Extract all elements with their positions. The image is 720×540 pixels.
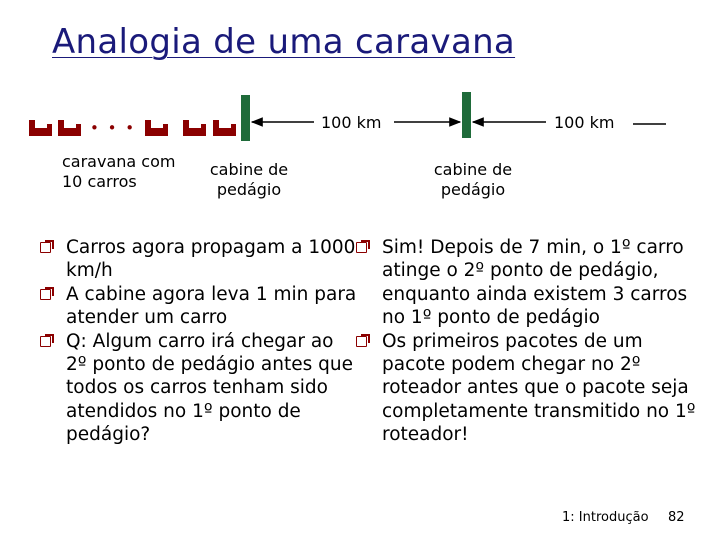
toll-booth-1 [241, 95, 250, 141]
toll-booth-2 [462, 92, 471, 138]
distance-label-2: 100 km [554, 113, 615, 132]
left-bullet-item: A cabine agora leva 1 min para atender um carro [40, 283, 358, 330]
bullet-icon [356, 336, 367, 347]
toll-booth-label-1: cabine de pedágio [209, 160, 289, 199]
caravan-ellipsis: • • • [90, 119, 137, 137]
caravan-label: caravana com 10 carros [62, 152, 176, 191]
footer-page-number: 82 [668, 510, 685, 525]
footer-section: 1: Introdução [562, 510, 649, 525]
left-bullet-item: Carros agora propagam a 1000 km/h [40, 236, 358, 283]
right-bullet-list [356, 236, 696, 447]
bullet-icon [356, 242, 367, 253]
car-icon [29, 120, 81, 136]
car-icon [145, 120, 236, 136]
left-bullet-list [40, 236, 358, 447]
left-bullet-item: Q: Algum carro irá chegar ao 2º ponto de pedágio antes que todos os carros tenham sido atendidos no 1º ponto de pedágio? [40, 330, 358, 447]
toll-booth-label-2: cabine de pedágio [433, 160, 513, 199]
bullet-icon [40, 289, 51, 300]
page-title: Analogia de uma caravana [52, 22, 516, 62]
right-bullet-item: Os primeiros pacotes de um pacote podem chegar no 2º roteador antes que o pacote seja completamente transmitido no 1º roteador! [356, 330, 696, 447]
bullet-icon [40, 336, 51, 347]
bullet-icon [40, 242, 51, 253]
distance-label-1: 100 km [321, 113, 382, 132]
right-bullet-item: Sim! Depois de 7 min, o 1º carro atinge o 2º ponto de pedágio, enquanto ainda existem 3 carros no 1º ponto de pedágio [356, 236, 696, 330]
